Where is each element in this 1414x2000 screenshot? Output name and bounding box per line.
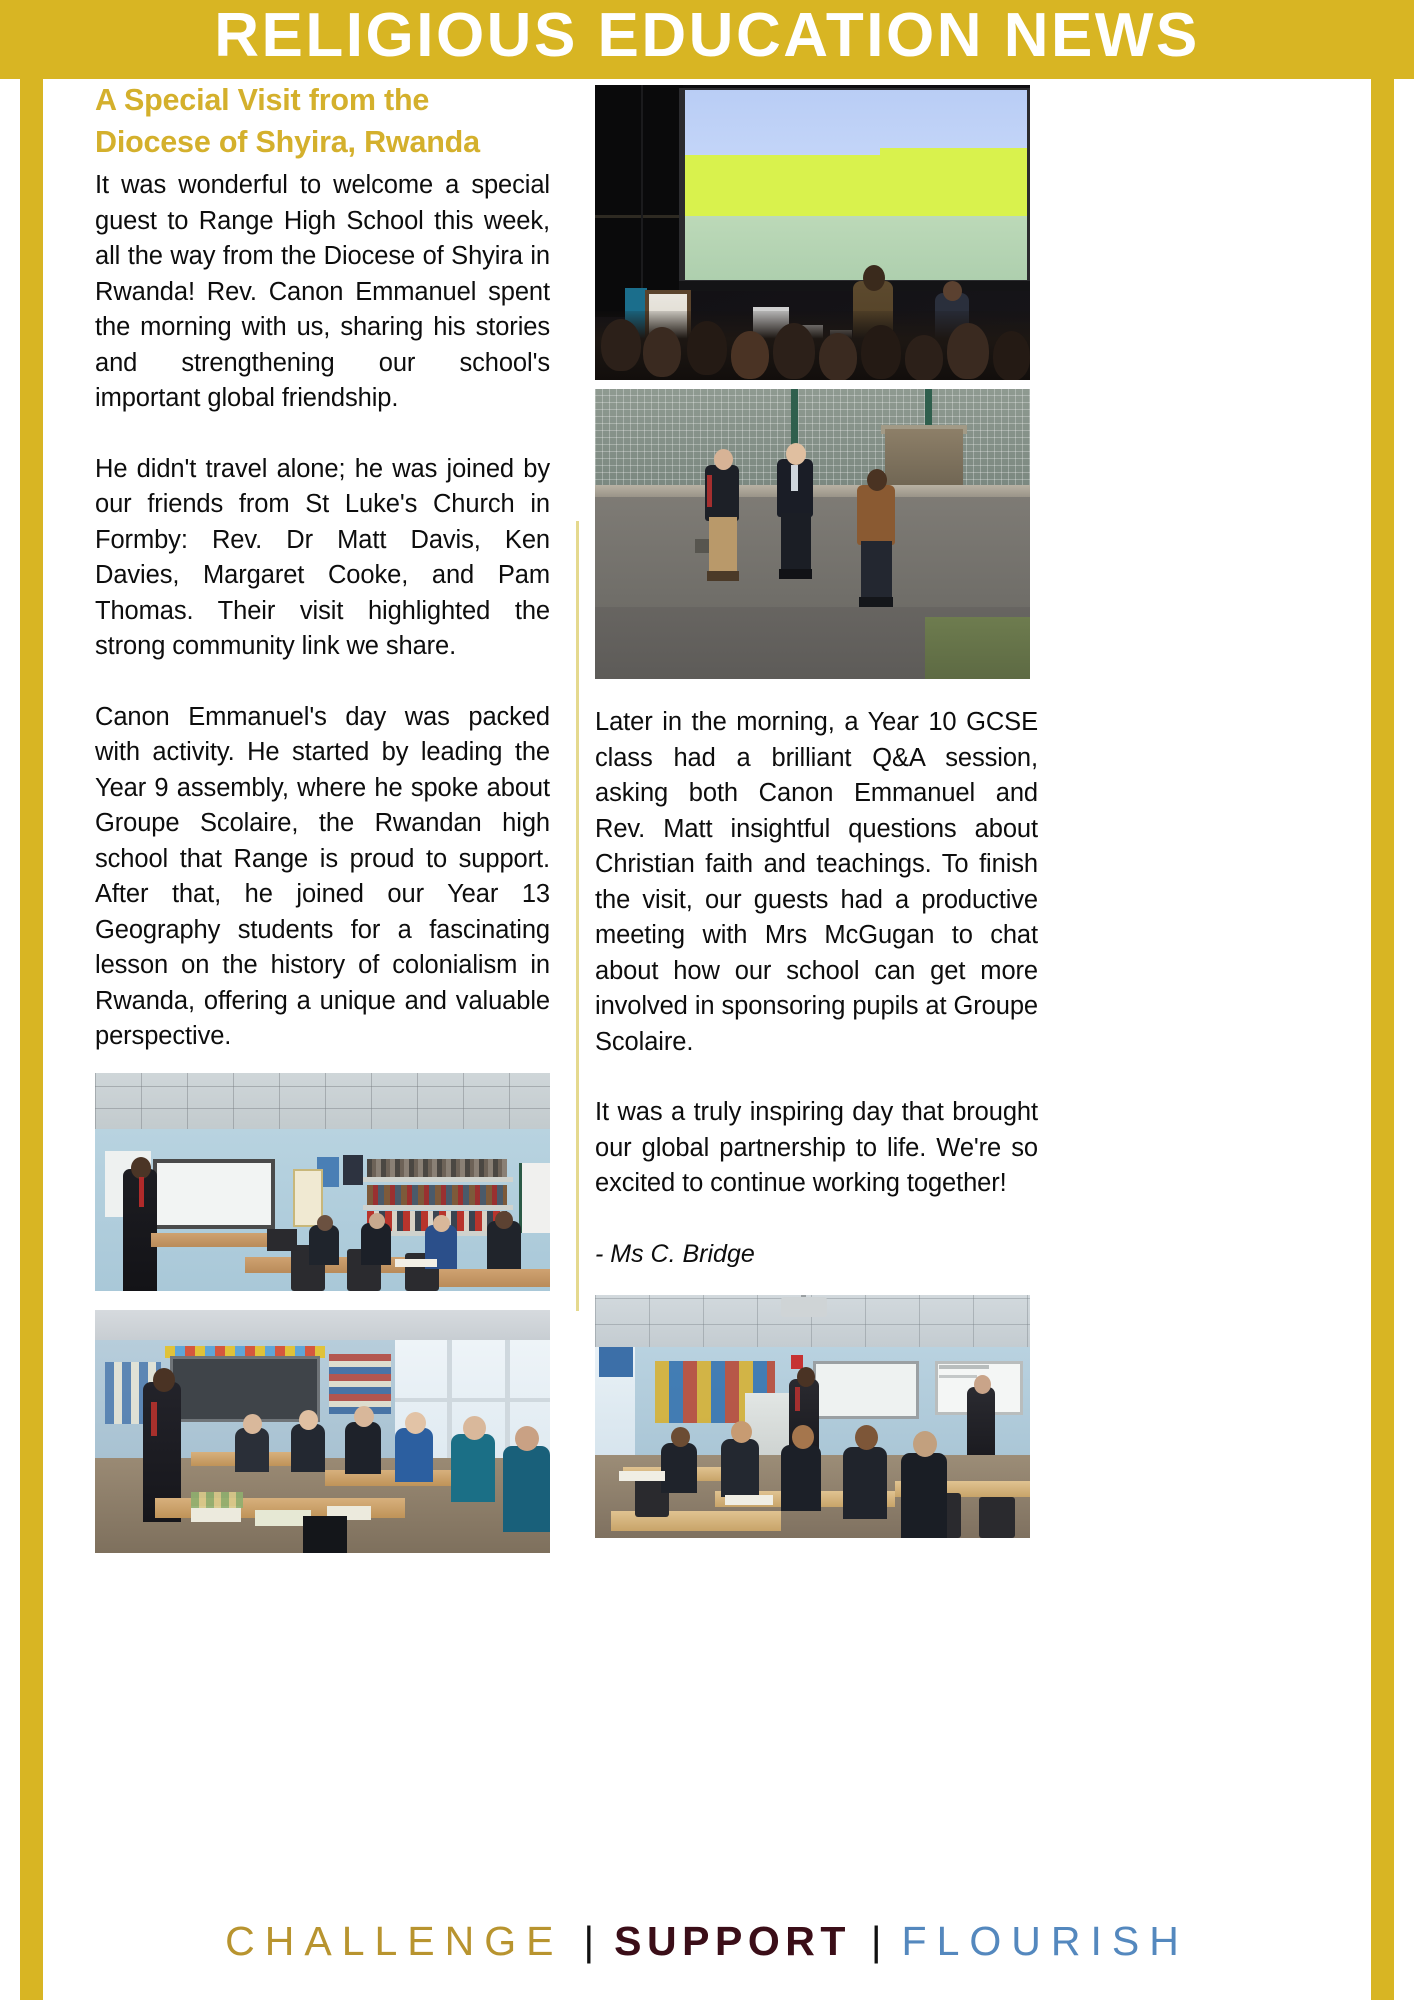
left-border-bar	[20, 60, 43, 2000]
footer-support: SUPPORT	[614, 1918, 851, 1964]
footer-challenge: CHALLENGE	[225, 1918, 564, 1964]
article-signature: - Ms C. Bridge	[595, 1239, 755, 1268]
photo-guests-walking	[595, 389, 1030, 679]
column-divider	[576, 521, 579, 1311]
page-title: RELIGIOUS EDUCATION NEWS	[214, 1, 1200, 70]
footer-separator-1: |	[583, 1918, 595, 1964]
left-paragraph-1: It was wonderful to welcome a special guest to Range High School this week, all the way from the Diocese of Shyira in Rwanda! Rev. Canon Emmanuel spent the morning with us, sharing his stories and strengthening our school's important global friendship.	[95, 171, 550, 412]
right-paragraph-2: It was a truly inspiring day that brought our global partnership to life. We're so excited to continue working together!	[595, 1098, 1038, 1197]
photo-geography-lesson	[95, 1310, 550, 1553]
footer-separator-2: |	[870, 1918, 882, 1964]
right-column	[595, 79, 1038, 1538]
photo-assembly	[595, 85, 1030, 380]
right-paragraph-1: Later in the morning, a Year 10 GCSE class had a brilliant Q&A session, asking both Canon Emmanuel and Rev. Matt insightful questions about Christian faith and teachings. To finish the visit, our guests had a productive meeting with Mrs McGugan to chat about how our school can get more involved in sponsoring pupils at Groupe Scolaire.	[595, 708, 1038, 1056]
right-border-bar	[1371, 60, 1394, 2000]
left-paragraph-3: Canon Emmanuel's day was packed with activity. He started by leading the Year 9 assembly, where he spoke about Groupe Scolaire, the Rwandan high school that Range is proud to support. After that, he joined our Year 13 Geography students for a fascinating lesson on the history of colonialism in Rwanda, offering a unique and valuable perspective.	[95, 702, 550, 1050]
photo-classroom-speaker	[95, 1073, 550, 1291]
footer-flourish: FLOURISH	[901, 1918, 1189, 1964]
footer-strapline	[0, 1905, 1414, 1977]
photo-gcse-class	[595, 1295, 1030, 1538]
article-heading: A Special Visit from the Diocese of Shyira, Rwanda	[95, 83, 480, 159]
header-banner	[0, 0, 1414, 79]
content-area	[95, 79, 1320, 1919]
left-column	[95, 79, 550, 1553]
left-paragraph-2: He didn't travel alone; he was joined by our friends from St Luke's Church in Formby: Rev. Dr Matt Davis, Ken Davies, Margaret Cooke, and Pam Thomas. Their visit highlighted the strong community link we share.	[95, 454, 550, 660]
